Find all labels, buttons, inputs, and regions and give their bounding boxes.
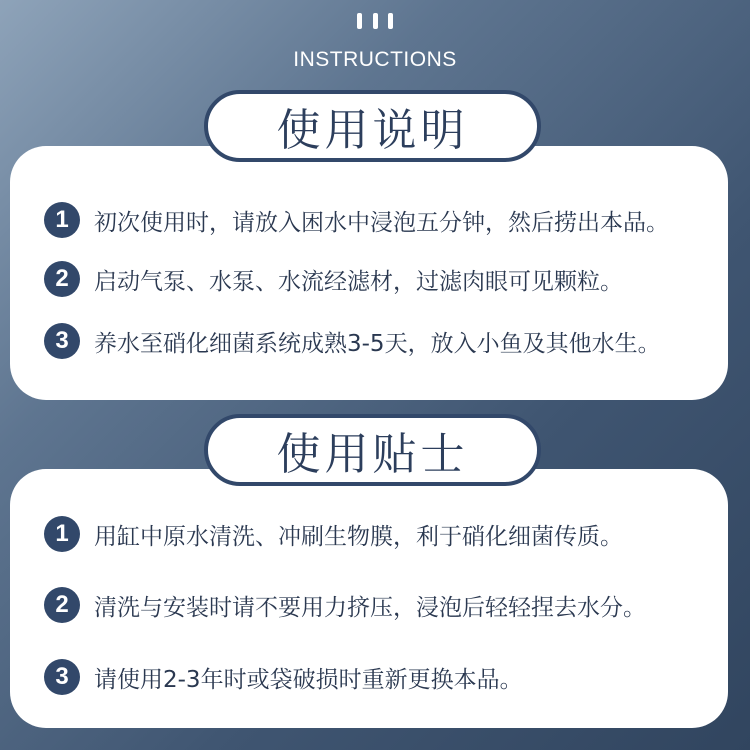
step-number-badge: 1 (44, 516, 80, 552)
tips-step-1 (44, 514, 623, 554)
step-number-badge: 2 (44, 587, 80, 623)
step-text: 养水至硝化细菌系统成熟3-5天，放入小鱼及其他水生。 (94, 330, 661, 357)
section-usage-card (10, 146, 728, 400)
decorative-bars (357, 13, 393, 29)
step-text: 用缸中原水清洗、冲刷生物膜，利于硝化细菌传质。 (94, 523, 623, 550)
step-number-badge: 1 (44, 202, 80, 238)
step-number-badge: 3 (44, 323, 80, 359)
step-text: 请使用2-3年时或袋破损时重新更换本品。 (94, 666, 523, 693)
tips-step-2 (44, 585, 646, 625)
usage-step-3 (44, 321, 661, 361)
step-text: 启动气泵、水泵、水流经滤材，过滤肉眼可见颗粒。 (94, 268, 623, 295)
bar-2 (373, 13, 378, 29)
step-text: 清洗与安装时请不要用力挤压，浸泡后轻轻捏去水分。 (94, 594, 646, 621)
usage-step-1 (44, 200, 669, 240)
usage-step-2 (44, 259, 623, 299)
bar-1 (357, 13, 362, 29)
section-usage-title: 使用说明 (204, 90, 541, 162)
bar-3 (388, 13, 393, 29)
section-tips-card (10, 469, 728, 728)
instructions-label: INSTRUCTIONS (293, 48, 457, 71)
step-number-badge: 3 (44, 659, 80, 695)
tips-step-3 (44, 657, 523, 697)
step-number-badge: 2 (44, 261, 80, 297)
step-text: 初次使用时，请放入困水中浸泡五分钟，然后捞出本品。 (94, 209, 669, 236)
section-tips-title: 使用贴士 (204, 414, 541, 486)
